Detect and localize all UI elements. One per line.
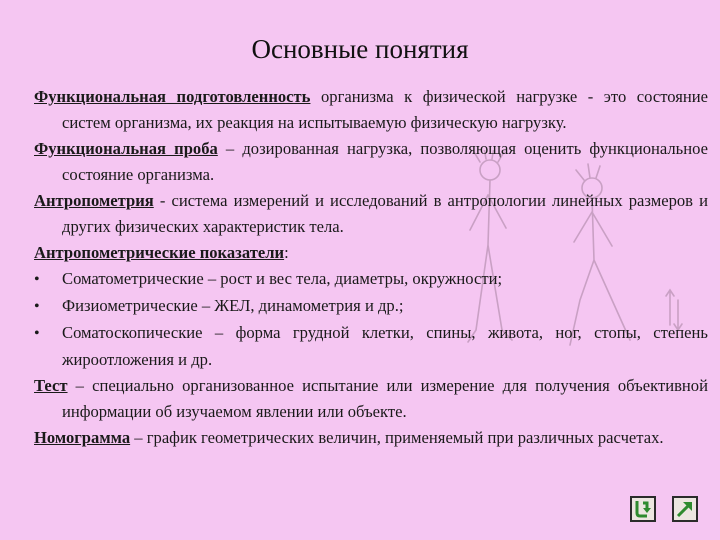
definition-test bbox=[34, 373, 708, 425]
definition-nomogram bbox=[34, 425, 708, 451]
definition-anthropometric-indicators bbox=[34, 240, 708, 266]
definitions-content bbox=[34, 84, 708, 451]
list-item bbox=[34, 293, 708, 320]
definition-term: Функциональная проба bbox=[34, 139, 218, 158]
definition-text: – специально организованное испытание или измерение для получения объективной информации об изучаемом явлении или объекте. bbox=[62, 376, 708, 421]
list-item bbox=[34, 320, 708, 373]
definition-text: : bbox=[284, 243, 289, 262]
next-button[interactable] bbox=[672, 496, 698, 522]
list-item bbox=[34, 266, 708, 293]
list-item-text: Физиометрические – ЖЕЛ, динамометрия и др.; bbox=[62, 296, 404, 315]
bullet-icon bbox=[34, 320, 62, 347]
definition-text: - система измерений и исследований в антропологии линейных размеров и других физических характеристик тела. bbox=[62, 191, 708, 236]
list-item-text: Соматометрические – рост и вес тела, диаметры, окружности; bbox=[62, 269, 503, 288]
definition-term: Функциональная подготовленность bbox=[34, 87, 311, 106]
definition-term: Тест bbox=[34, 376, 68, 395]
bullet-icon bbox=[34, 293, 62, 320]
definition-term: Номограмма bbox=[34, 428, 131, 447]
definition-functional-readiness bbox=[34, 84, 708, 136]
definition-term: Антропометрия bbox=[34, 191, 154, 210]
next-arrow-icon bbox=[675, 499, 695, 519]
bullet-icon bbox=[34, 266, 62, 293]
definition-text: – дозированная нагрузка, позволяющая оценить функциональное состояние организма. bbox=[62, 139, 708, 184]
back-button[interactable] bbox=[630, 496, 656, 522]
definition-anthropometry bbox=[34, 188, 708, 240]
slide-title: Основные понятия bbox=[251, 34, 469, 64]
definition-text: – график геометрических величин, применяемый при различных расчетах. bbox=[130, 428, 664, 447]
definition-term: Антропометрические показатели bbox=[34, 243, 285, 262]
definition-text: организма к физической нагрузке - это состояние систем организма, их реакция на испытываемую физическую нагрузку. bbox=[62, 87, 708, 132]
definition-functional-test bbox=[34, 136, 708, 188]
list-item-text: Соматоскопические – форма грудной клетки, спины, живота, ног, стопы, степень жироотложения и др. bbox=[62, 323, 708, 369]
return-arrow-icon bbox=[633, 499, 653, 519]
